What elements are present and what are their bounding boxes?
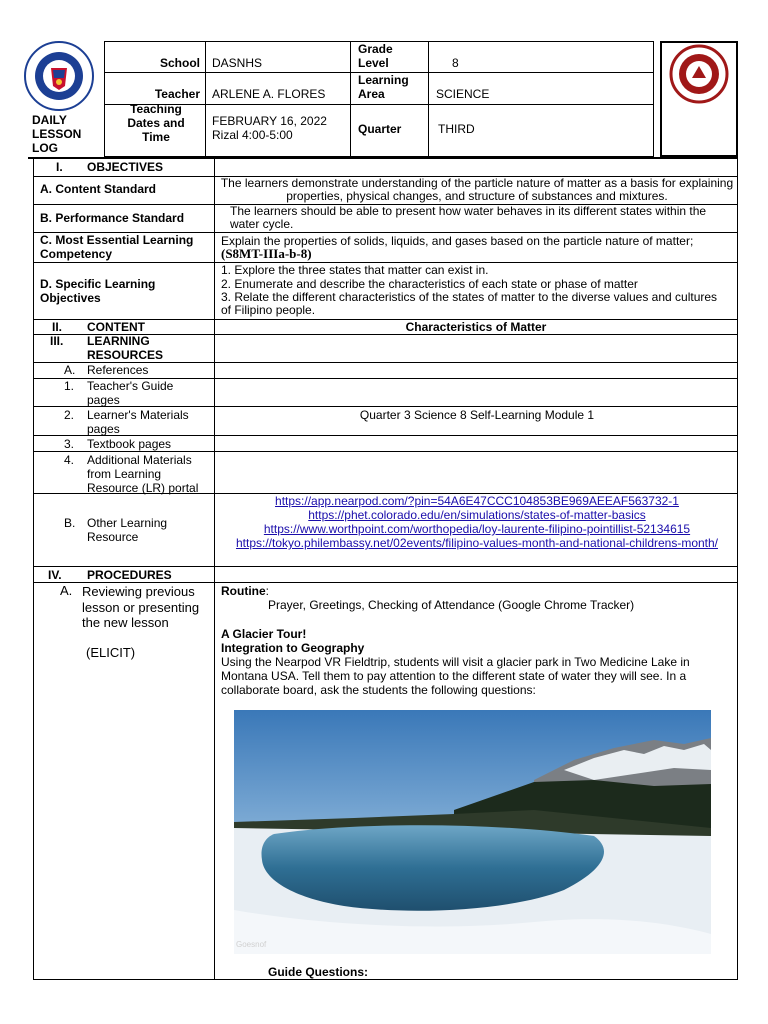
- dates-label: Teaching Dates and Time: [127, 102, 185, 144]
- content-label: CONTENT: [87, 320, 145, 334]
- daily-lesson-log-label: DAILY LESSON LOG: [32, 113, 82, 155]
- philembassy-link[interactable]: https://tokyo.philembassy.net/02events/filipino-values-month-and-national-childrens-month/: [235, 536, 719, 550]
- glacier-photo: [234, 710, 711, 954]
- objectives-heading: OBJECTIVES: [87, 160, 164, 174]
- tg-label: Teacher's Guide pages: [87, 379, 174, 407]
- photo-credit: Goesnof: [236, 940, 267, 949]
- lr-portal-num: 4.: [64, 453, 75, 467]
- content-num: II.: [52, 320, 63, 334]
- grade-label: Grade Level: [358, 42, 393, 70]
- performance-standard-label: B. Performance Standard: [40, 211, 185, 225]
- references-num: A.: [64, 363, 76, 377]
- lr-portal-label: Additional Materials from Learning Resource (LR) portal: [87, 453, 199, 495]
- specific-objective-3: 3. Relate the different characteristics of the states of matter to the diverse values and cultures of Filipino people.: [221, 290, 718, 317]
- dates-value-2: Rizal 4:00-5:00: [212, 128, 293, 142]
- quarter-value: THIRD: [438, 122, 475, 136]
- school-seal: [664, 44, 734, 104]
- school-label: School: [159, 56, 200, 70]
- elicit-num: A.: [60, 583, 73, 598]
- lm-value: Quarter 3 Science 8 Self-Learning Module 1: [359, 408, 595, 422]
- elicit-label: Reviewing previous lesson or presenting the new lesson: [82, 584, 200, 630]
- content-standard-text: The learners demonstrate understanding of the particle nature of matter as a basis for explaining properties, physical changes, and structure of substances and mixtures.: [220, 176, 734, 203]
- area-label: Learning Area: [358, 73, 409, 101]
- quarter-label: Quarter: [358, 122, 402, 136]
- area-value: SCIENCE: [436, 87, 490, 101]
- textbook-num: 3.: [64, 437, 75, 451]
- nearpod-link[interactable]: https://app.nearpod.com/?pin=54A6E47CCC104853BE969AEEAF563732-1: [275, 494, 679, 508]
- specific-objective-2: 2. Enumerate and describe the characteristics of each state or phase of matter: [221, 277, 638, 291]
- specific-objective-1: 1. Explore the three states that matter can exist in.: [221, 263, 489, 277]
- routine-text: Prayer, Greetings, Checking of Attendance (Google Chrome Tracker): [268, 598, 635, 612]
- resources-label: LEARNING RESOURCES: [87, 334, 164, 362]
- integration-label: Integration to Geography: [221, 641, 365, 655]
- elicit-tag: (ELICIT): [86, 645, 136, 660]
- content-standard-label: A. Content Standard: [40, 182, 156, 196]
- grade-value: 8: [452, 56, 459, 70]
- other-resource-label: Other Learning Resource: [87, 516, 168, 544]
- worthpoint-link[interactable]: https://www.worthpoint.com/worthopedia/loy-laurente-filipino-pointillist-52134615: [263, 522, 691, 536]
- specific-objectives-label: D. Specific Learning Objectives: [40, 277, 156, 305]
- school-value: DASNHS: [212, 56, 263, 70]
- procedure-body: Using the Nearpod VR Fieldtrip, students will visit a glacier park in Two Medicine Lake in Montana USA. Tell them to pay attention to the different state of water they will see. In a collaborate board, ask the students the following questions:: [221, 655, 690, 697]
- phet-link[interactable]: https://phet.colorado.edu/en/simulations/states-of-matter-basics: [308, 508, 646, 522]
- performance-standard-text: The learners should be able to present how water behaves in its different states within the water cycle.: [230, 204, 707, 231]
- tg-num: 1.: [64, 379, 75, 393]
- objectives-num: I.: [56, 160, 63, 174]
- guide-questions-label: Guide Questions:: [268, 965, 369, 979]
- tour-title: A Glacier Tour!: [221, 627, 307, 641]
- references-label: References: [87, 363, 149, 377]
- resources-num: III.: [50, 334, 64, 348]
- lm-label: Learner's Materials pages: [87, 408, 189, 436]
- dates-value-1: FEBRUARY 16, 2022: [212, 114, 327, 128]
- routine-label-text: Routine: [221, 584, 266, 598]
- content-value: Characteristics of Matter: [405, 320, 547, 334]
- melc-code: (S8MT-IIIa-b-8): [221, 246, 312, 261]
- deped-seal: [20, 40, 98, 112]
- melc-label: C. Most Essential Learning Competency: [40, 233, 194, 261]
- teacher-label: Teacher: [154, 87, 200, 101]
- routine-label: Routine:: [221, 584, 270, 598]
- teacher-value: ARLENE A. FLORES: [212, 87, 326, 101]
- procedures-label: PROCEDURES: [87, 568, 172, 582]
- other-resource-num: B.: [64, 516, 76, 530]
- procedures-num: IV.: [48, 568, 62, 582]
- lm-num: 2.: [64, 408, 75, 422]
- textbook-label: Textbook pages: [87, 437, 172, 451]
- melc-text: Explain the properties of solids, liquids, and gases based on the particle nature of matter;: [221, 234, 694, 248]
